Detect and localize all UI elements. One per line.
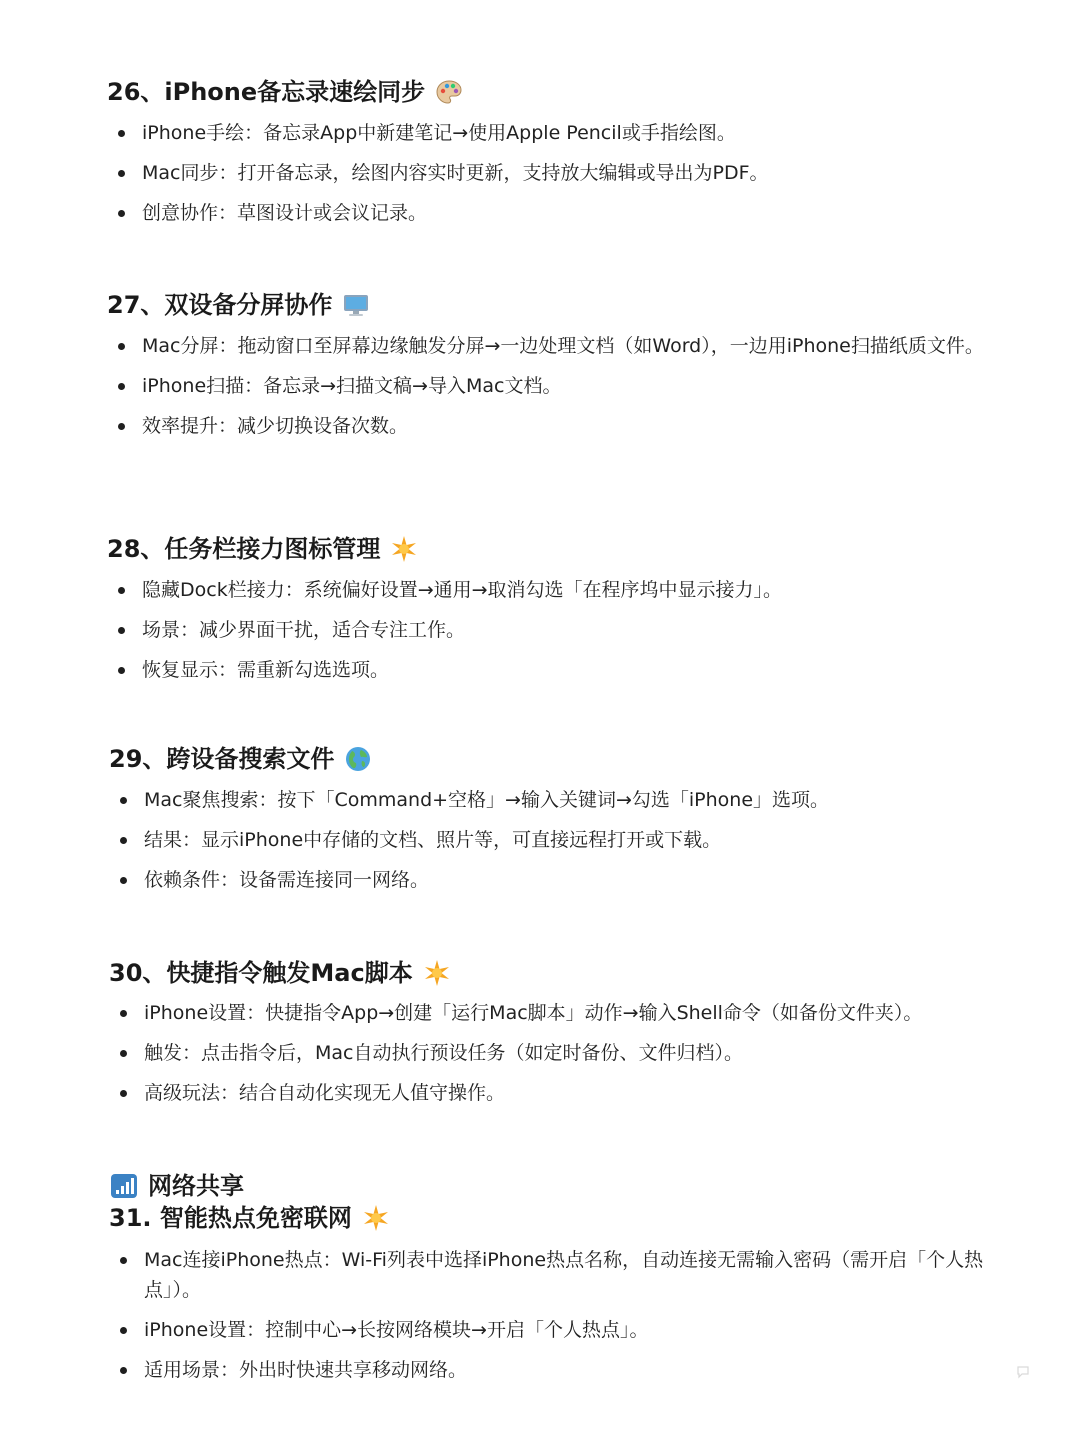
section-31-list xyxy=(0,1245,1080,1395)
sparkle-icon xyxy=(423,959,451,987)
bullet-dot xyxy=(118,170,125,177)
section-29-list xyxy=(0,785,1080,905)
section-31-heading xyxy=(109,1200,390,1236)
section-26-list xyxy=(0,118,1080,238)
bullet-dot xyxy=(118,587,125,594)
bullet-dot xyxy=(118,343,125,350)
list-item: iPhone设置：控制中心→长按网络模块→开启「个人热点」。 xyxy=(0,1315,1080,1345)
bullet-dot xyxy=(120,1090,127,1097)
bullet-dot xyxy=(120,1367,127,1374)
section-title: 26、iPhone备忘录速绘同步 xyxy=(107,78,426,106)
bullet-dot xyxy=(120,797,127,804)
list-item: 结果：显示iPhone中存储的文档、照片等，可直接远程打开或下载。 xyxy=(0,825,1080,855)
computer-icon xyxy=(342,291,370,319)
bullet-dot xyxy=(120,837,127,844)
section-title: 31. 智能热点免密联网 xyxy=(109,1204,352,1232)
section-30-list xyxy=(0,998,1080,1118)
list-item: iPhone手绘：备忘录App中新建笔记→使用Apple Pencil或手指绘图。 xyxy=(0,118,1080,148)
list-item: Mac同步：打开备忘录，绘图内容实时更新，支持放大编辑或导出为PDF。 xyxy=(0,158,1080,188)
list-item: Mac聚焦搜索：按下「Command+空格」→输入关键词→勾选「iPhone」选项。 xyxy=(0,785,1080,815)
bullet-dot xyxy=(120,1050,127,1057)
bullet-dot xyxy=(118,667,125,674)
comment-icon[interactable] xyxy=(1016,1364,1030,1378)
list-item: 隐藏Dock栏接力：系统偏好设置→通用→取消勾选「在程序坞中显示接力」。 xyxy=(0,575,1080,605)
signal-bars-icon xyxy=(110,1172,138,1200)
network-category-heading xyxy=(110,1168,244,1204)
section-29-heading xyxy=(109,741,372,777)
list-item: 效率提升：减少切换设备次数。 xyxy=(0,411,1080,441)
bullet-dot xyxy=(118,210,125,217)
list-item: 触发：点击指令后，Mac自动执行预设任务（如定时备份、文件归档）。 xyxy=(0,1038,1080,1068)
section-title: 27、双设备分屏协作 xyxy=(107,291,333,319)
bullet-dot xyxy=(118,423,125,430)
palette-icon xyxy=(435,78,463,106)
bullet-dot xyxy=(118,627,125,634)
section-title: 28、任务栏接力图标管理 xyxy=(107,535,381,563)
bullet-dot xyxy=(118,383,125,390)
list-item: iPhone扫描：备忘录→扫描文稿→导入Mac文档。 xyxy=(0,371,1080,401)
list-item: Mac分屏：拖动窗口至屏幕边缘触发分屏→一边处理文档（如Word），一边用iPhone扫描纸质文件。 xyxy=(0,331,1080,361)
list-item: 适用场景：外出时快速共享移动网络。 xyxy=(0,1355,1080,1385)
sparkle-icon xyxy=(390,535,418,563)
list-item: Mac连接iPhone热点：Wi-Fi列表中选择iPhone热点名称，自动连接无需输入密码（需开启「个人热点」）。 xyxy=(0,1245,1080,1305)
list-item: 高级玩法：结合自动化实现无人值守操作。 xyxy=(0,1078,1080,1108)
list-item: 恢复显示：需重新勾选选项。 xyxy=(0,655,1080,685)
list-item: 创意协作：草图设计或会议记录。 xyxy=(0,198,1080,228)
section-27-heading xyxy=(107,287,370,323)
sparkle-icon xyxy=(362,1204,390,1232)
section-27-list xyxy=(0,331,1080,451)
bullet-dot xyxy=(120,1010,127,1017)
globe-icon xyxy=(344,745,372,773)
section-title: 29、跨设备搜索文件 xyxy=(109,745,335,773)
section-28-list xyxy=(0,575,1080,695)
section-28-heading xyxy=(107,531,418,567)
category-title: 网络共享 xyxy=(148,1172,244,1200)
bullet-dot xyxy=(120,1327,127,1334)
bullet-dot xyxy=(120,877,127,884)
section-title: 30、快捷指令触发Mac脚本 xyxy=(109,959,413,987)
list-item: 依赖条件：设备需连接同一网络。 xyxy=(0,865,1080,895)
list-item: 场景：减少界面干扰，适合专注工作。 xyxy=(0,615,1080,645)
bullet-dot xyxy=(118,130,125,137)
section-30-heading xyxy=(109,955,451,991)
bullet-dot xyxy=(120,1257,127,1264)
section-26-heading xyxy=(107,74,463,110)
list-item: iPhone设置：快捷指令App→创建「运行Mac脚本」动作→输入Shell命令（如备份文件夹）。 xyxy=(0,998,1080,1028)
